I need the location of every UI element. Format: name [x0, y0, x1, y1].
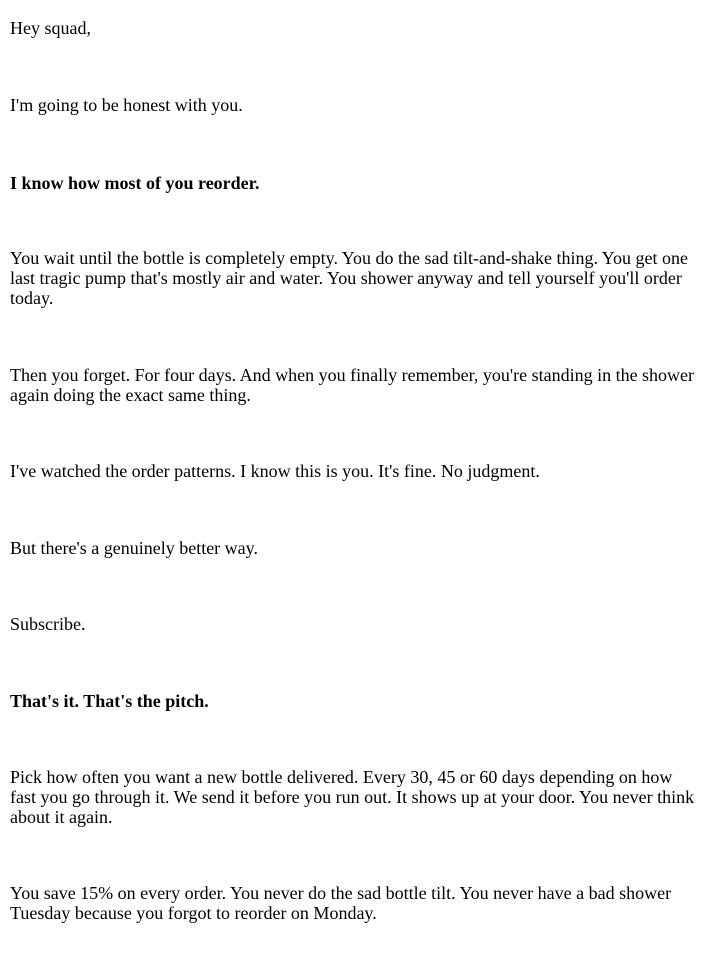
paragraph-honest: I'm going to be honest with you.	[10, 95, 243, 115]
paragraph-savings: You save 15% on every order. You never do the sad bottle tilt. You never have a bad shower Tuesday because you forgot to reorder on Monday.	[10, 883, 672, 923]
paragraph-delivery-options: Pick how often you want a new bottle delivered. Every 30, 45 or 60 days depending on how fast you go through it. We send it before you run out. It shows up at your door. You never think about it again.	[10, 767, 695, 827]
paragraph-pitch: That's it. That's the pitch.	[10, 691, 209, 711]
paragraph-reorder-heading: I know how most of you reorder.	[10, 173, 260, 193]
paragraph-order-patterns: I've watched the order patterns. I know this is you. It's fine. No judgment.	[10, 461, 540, 481]
paragraph-better-way: But there's a genuinely better way.	[10, 538, 258, 558]
paragraph-subscribe: Subscribe.	[10, 614, 86, 634]
paragraph-forget: Then you forget. For four days. And when you finally remember, you're standing in the shower again doing the exact same thing.	[10, 365, 695, 405]
paragraph-empty-bottle: You wait until the bottle is completely empty. You do the sad tilt-and-shake thing. You get one last tragic pump that's mostly air and water. You shower anyway and tell yourself you'll order today.	[10, 248, 688, 308]
greeting: Hey squad,	[10, 18, 91, 38]
